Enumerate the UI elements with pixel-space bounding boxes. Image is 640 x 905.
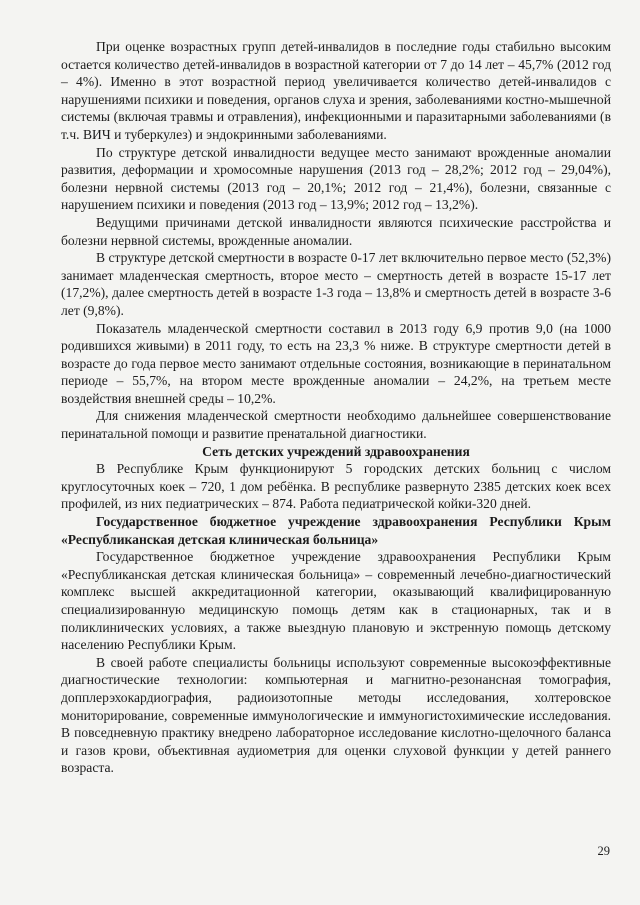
page-number: 29	[597, 844, 610, 858]
paragraph-child-mortality-structure: В структуре детской смертности в возрасте 0-17 лет включительно первое место (52,3%) занимает младенческая смертность, второе место – смертность детей в возрасте 15-17 лет (17,2%), далее смертность детей в возрасте 1-3 года – 13,8% и смертность детей в возрасте 3-6 лет (9,8%).	[61, 250, 611, 318]
paragraph-infant-mortality: Показатель младенческой смертности составил в 2013 году 6,9 против 9,0 (на 1000 родившихся живыми) в 2011 году, то есть на 23,3 % ниже. В структуре смертности детей в возрасте до года первое место занимают отдельные состояния, возникающие в перинатальном периоде – 55,7%, на втором месте врожденные аномалии – 24,2%, на третьем месте воздействия внешней среды – 10,2%.	[61, 320, 611, 406]
paragraph-hospitals-network: В Республике Крым функционируют 5 городских детских больниц с числом круглосуточных коек – 720, 1 дом ребёнка. В республике развернуто 2385 детских коек всех профилей, из них педиатрических – 874. Работа педиатрической койки-320 дней.	[61, 461, 611, 512]
paragraph-disability-structure: По структуре детской инвалидности ведущее место занимают врожденные аномалии развития, деформации и хромосомные нарушения (2013 год – 28,2%; 2012 год – 29,04%), болезни нервной системы (2013 год – 20,1%; 2012 год – 21,4%), болезни, связанные с нарушением психики и поведения (2013 год – 13,9%; 2012 год – 13,2%).	[61, 144, 611, 213]
paragraph-disabled-children-age-groups: При оценке возрастных групп детей-инвалидов в последние годы стабильно высоким остается количество детей-инвалидов в возрастной категории от 7 до 14 лет – 45,7% (2012 год – 4%). Именно в этот возрастной период увеличивается количество детей-инвалидов с нарушениями психики и поведения, органов слуха и зрения, заболеваниями костно-мышечной системы (включая травмы и отравления), инфекционными и паразитарными заболеваниями (в т.ч. ВИЧ и туберкулез) и эндокринными заболеваниями.	[61, 39, 611, 142]
paragraph-diagnostic-technologies: В своей работе специалисты больницы используют современные высокоэффективные диагностические технологии: компьютерная и магнитно-резонансная томография, допплерэхокардиография, радиоизотопные методы исследования, холтеровское мониторирование, современные иммунологические и иммуногистохимические исследования. В повседневную практику внедрено лабораторное исследование кислотно-щелочного баланса и газов крови, объективная аудиометрия для оценки слуховой функции у детей раннего возраста.	[61, 654, 611, 776]
document-body	[61, 38, 611, 777]
section-heading-children-facilities: Сеть детских учреждений здравоохранения	[202, 443, 470, 459]
paragraph-hospital-description: Государственное бюджетное учреждение здравоохранения Республики Крым «Республиканская детская клиническая больница» – современный лечебно-диагностический комплекс высшей аккредитационной категории, оказывающий квалифицированную специализированную медицинскую помощь детям как в стационарных, так и в поликлинических условиях, а также выездную плановую и экстренную помощь детскому населению Республики Крым.	[61, 549, 611, 653]
paragraph-disability-causes: Ведущими причинами детской инвалидности являются психические расстройства и болезни нервной системы, врожденные аномалии.	[61, 214, 611, 248]
section-heading-republican-hospital: Государственное бюджетное учреждение здравоохранения Республики Крым «Республиканская детская клиническая больница»	[61, 514, 611, 547]
paragraph-mortality-reduction: Для снижения младенческой смертности необходимо дальнейшее совершенствование перинатальной помощи и развитие пренатальной диагностики.	[61, 408, 611, 442]
